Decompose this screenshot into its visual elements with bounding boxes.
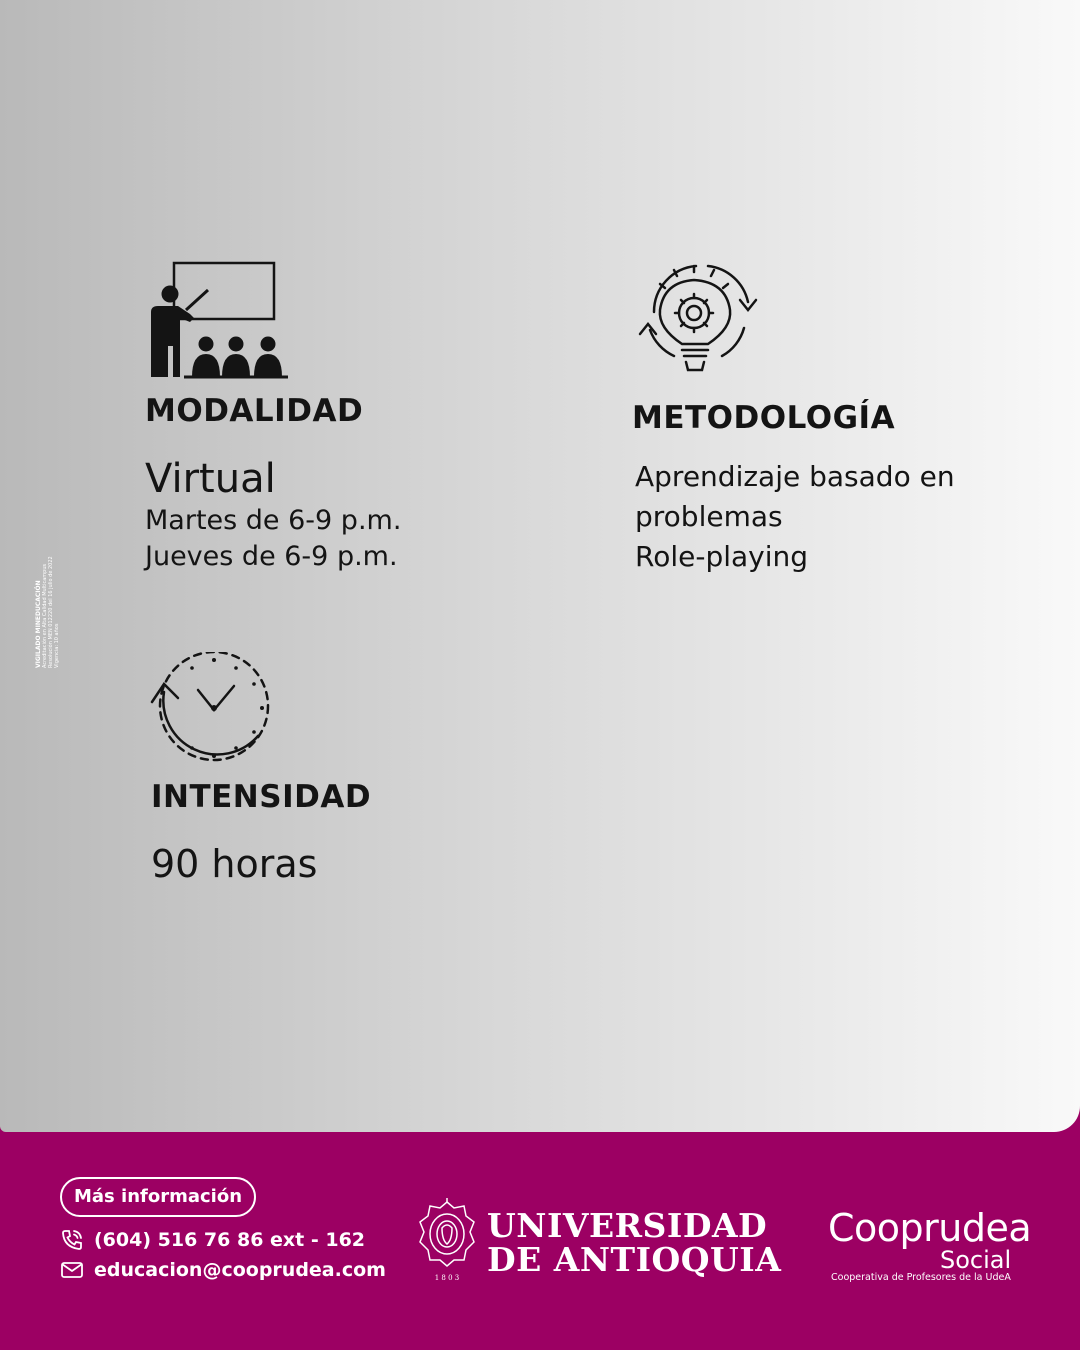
teacher-presentation-icon — [148, 260, 290, 380]
metodologia-line-3: Role-playing — [635, 540, 809, 573]
intensidad-heading: INTENSIDAD — [151, 779, 372, 815]
vigilado-line-3: Resolución MEN 012220 del 16 julio de 2022 — [48, 556, 54, 668]
intensidad-value: 90 horas — [151, 842, 318, 886]
clock-rotate-icon — [148, 652, 274, 766]
cooprudea-tagline: Cooperativa de Profesores de la UdeA — [831, 1272, 1011, 1283]
modalidad-value: Virtual — [145, 456, 276, 502]
phone-contact[interactable] — [60, 1228, 365, 1252]
modalidad-schedule-1: Martes de 6-9 p.m. — [145, 505, 402, 536]
metodologia-line-2: problemas — [635, 500, 783, 533]
udea-name-line-1: UNIVERSIDAD — [487, 1206, 768, 1245]
phone-number: (604) 516 76 86 ext - 162 — [94, 1229, 366, 1251]
modalidad-heading: MODALIDAD — [145, 393, 364, 429]
cooprudea-logo-name: Cooprudea — [828, 1206, 1032, 1250]
mail-icon — [60, 1258, 84, 1282]
modalidad-schedule-2: Jueves de 6-9 p.m. — [145, 541, 398, 572]
cooprudea-logo-sub: Social — [940, 1246, 1012, 1274]
vigilado-line-2: Acreditación en Alta Calidad Multicampus — [42, 563, 48, 668]
udea-name-line-2: DE ANTIOQUIA — [487, 1240, 782, 1279]
metodologia-line-1: Aprendizaje basado en — [635, 460, 955, 493]
lightbulb-gear-icon — [636, 256, 760, 380]
phone-icon — [60, 1228, 84, 1252]
udea-seal-year: 1 8 0 3 — [434, 1274, 460, 1282]
vigilado-line-4: Vigencia: 10 años — [54, 623, 60, 668]
vigilado-line-1: VIGILADO MINEDUCACIÓN — [35, 580, 42, 668]
email-contact[interactable] — [60, 1258, 386, 1282]
udea-seal-logo — [416, 1198, 478, 1284]
vigilado-note — [36, 438, 60, 668]
more-info-button[interactable]: Más información — [60, 1177, 256, 1217]
metodologia-heading: METODOLOGÍA — [632, 400, 896, 436]
email-address: educacion@cooprudea.com — [94, 1259, 386, 1281]
